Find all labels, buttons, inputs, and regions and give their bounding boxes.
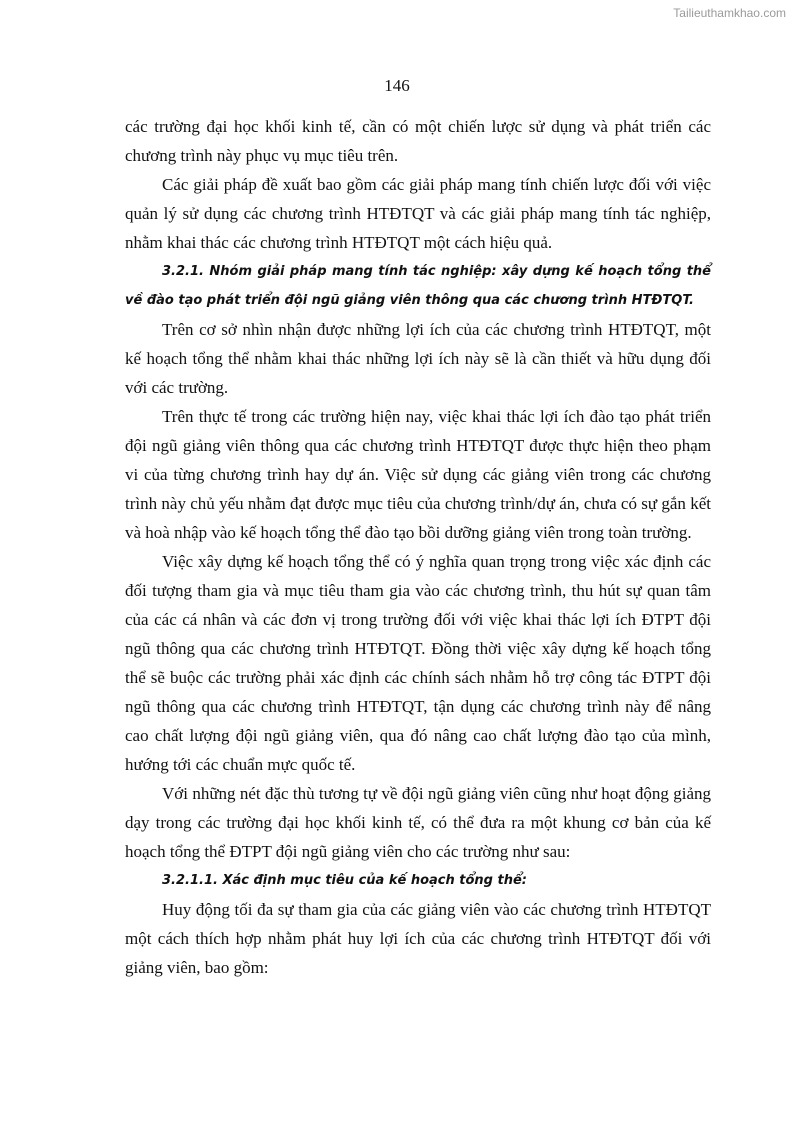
paragraph-4: Trên thực tế trong các trường hiện nay, việc khai thác lợi ích đào tạo phát triển đội ngũ giảng viên thông qua các chương trình HTĐTQT được thực hiện theo phạm vi của từng chương trình hay dự án. Việc sử dụng các giảng viên trong các chương trình này chủ yếu nhằm đạt được mục tiêu của chương trình/dự án, chưa có sự gắn kết và hoà nhập vào kế hoạch tổng thể đào tạo bồi dưỡng giảng viên trong toàn trường. (125, 407, 711, 542)
watermark: Tailieuthamkhao.com (673, 6, 786, 20)
paragraph-7: Huy động tối đa sự tham gia của các giảng viên vào các chương trình HTĐTQT một cách thích hợp nhằm phát huy lợi ích của các chương trình HTĐTQT đối với giảng viên, bao gồm: (125, 900, 711, 977)
paragraph-1: các trường đại học khối kinh tế, cần có một chiến lược sử dụng và phát triển các chương trình này phục vụ mục tiêu trên. (125, 117, 711, 165)
document-body (125, 112, 711, 982)
paragraph-6: Với những nét đặc thù tương tự về đội ngũ giảng viên cũng như hoạt động giảng dạy trong các trường đại học khối kinh tế, có thể đưa ra một khung cơ bản của kế hoạch tổng thể ĐTPT đội ngũ giảng viên cho các trường như sau: (125, 784, 711, 861)
page-number: 146 (384, 76, 410, 95)
paragraph-5: Việc xây dựng kế hoạch tổng thể có ý nghĩa quan trọng trong việc xác định các đối tượng tham gia và mục tiêu tham gia vào các chương trình, thu hút sự quan tâm của các cá nhân và các đơn vị trong trường đối với việc khai thác lợi ích ĐTPT đội ngũ thông qua các chương trình HTĐTQT. Đồng thời việc xây dựng kế hoạch tổng thể sẽ buộc các trường phải xác định các chính sách nhằm hỗ trợ công tác ĐTPT đội ngũ thông qua các chương trình HTĐTQT, tận dụng các chương trình này để nâng cao chất lượng đội ngũ giảng viên, qua đó nâng cao chất lượng đào tạo của mình, hướng tới các chuẩn mực quốc tế. (125, 552, 711, 774)
paragraph-3: Trên cơ sở nhìn nhận được những lợi ích của các chương trình HTĐTQT, một kế hoạch tổng thể nhằm khai thác những lợi ích này sẽ là cần thiết và hữu dụng đối với các trường. (125, 320, 711, 397)
section-heading-3-2-1: 3.2.1. Nhóm giải pháp mang tính tác nghiệp: xây dựng kế hoạch tổng thể về đào tạo phát triển đội ngũ giảng viên thông qua các chương trình HTĐTQT. (125, 264, 711, 308)
paragraph-2: Các giải pháp đề xuất bao gồm các giải pháp mang tính chiến lược đối với việc quản lý sử dụng các chương trình HTĐTQT và các giải pháp mang tính tác nghiệp, nhằm khai thác các chương trình HTĐTQT một cách hiệu quả. (125, 175, 711, 252)
section-heading-3-2-1-1: 3.2.1.1. Xác định mục tiêu của kế hoạch tổng thể: (162, 873, 527, 888)
